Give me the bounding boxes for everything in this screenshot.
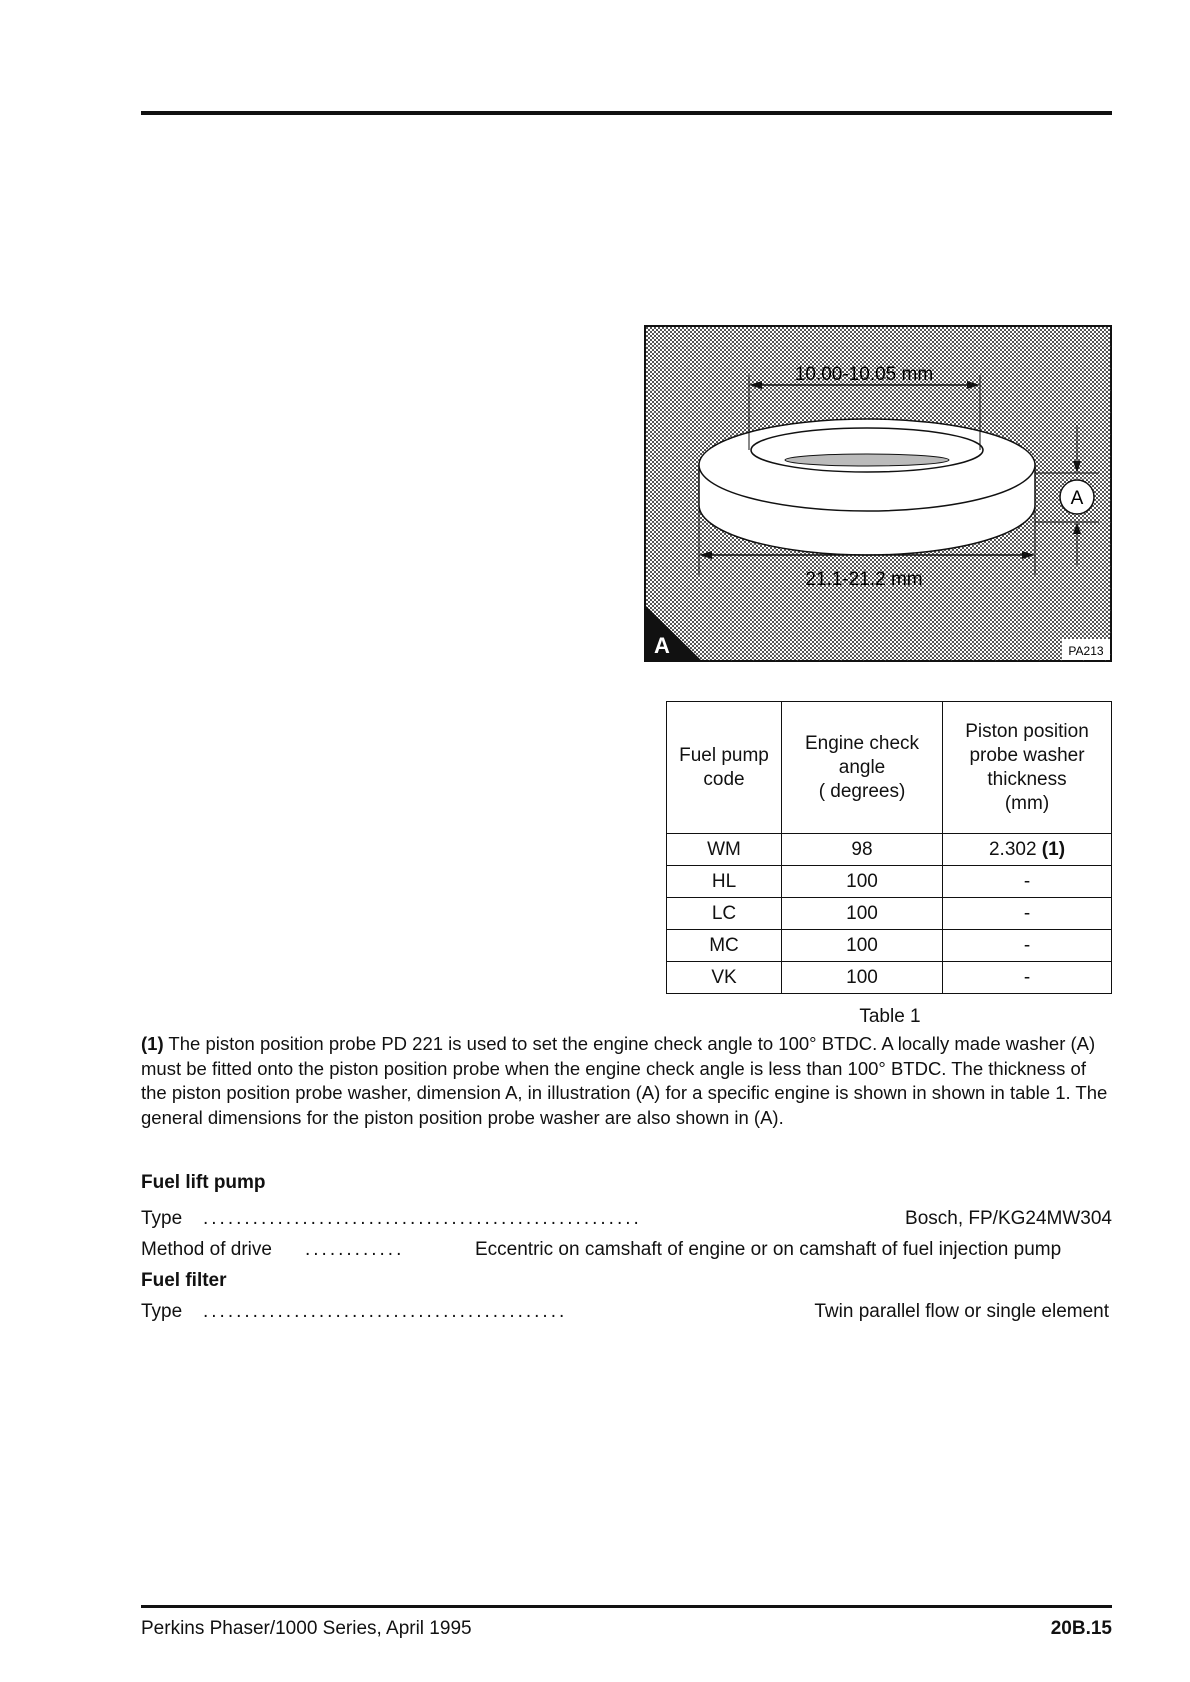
inner-diameter-label: 10.00-10.05 mm <box>794 364 934 385</box>
footnote-paragraph: (1) The piston position probe PD 221 is used to set the engine check angle to 100° BTDC. A locally made washer (A) must be fitted onto the piston position probe when the engine check angle is less than 100° BTDC. The thickness of the piston position probe washer, dimension A, in illustration (A) for a specific engine is shown in shown in table 1. The general dimensions for the piston position probe washer are also shown in (A). <box>141 1033 1108 1128</box>
bottom-rule <box>141 1605 1112 1608</box>
outer-diameter-label: 21.1-21.2 mm <box>805 569 923 590</box>
table-caption: Table 1 <box>859 1006 921 1027</box>
table-header-row <box>667 702 1112 834</box>
table-row: VK 100 - <box>667 962 1112 994</box>
washer-table <box>666 701 1112 994</box>
top-rule <box>141 111 1112 115</box>
lift-pump-type-row: Type ..................................................... Bosch, FP/KG24MW304 <box>141 1208 1112 1229</box>
fuel-lift-pump-heading: Fuel lift pump <box>141 1172 266 1193</box>
header-fuel-pump-code: Fuel pump code <box>667 702 782 834</box>
table-row: HL 100 - <box>667 866 1112 898</box>
fuel-filter-type-row: Type ............................................ Twin parallel flow or single element <box>141 1301 1109 1322</box>
table-row: LC 100 - <box>667 898 1112 930</box>
header-washer-thickness: Piston position probe washer thickness (mm) <box>943 702 1112 834</box>
table-row: MC 100 - <box>667 930 1112 962</box>
table-row: WM 98 2.302 (1) <box>667 834 1112 866</box>
washer-illustration <box>644 325 1112 662</box>
figure-label: A <box>654 633 670 658</box>
header-engine-check-angle: Engine check angle ( degrees) <box>782 702 943 834</box>
figure-code: PA213 <box>1068 644 1104 658</box>
page-number: 20B.15 <box>1050 1618 1112 1639</box>
footer-title: Perkins Phaser/1000 Series, April 1995 <box>141 1618 472 1639</box>
fuel-filter-heading: Fuel filter <box>141 1270 227 1291</box>
lift-pump-drive-row: Method of drive ............ Eccentric on camshaft of engine or on camshaft of fuel injection pump <box>141 1239 1062 1260</box>
thickness-label: A <box>1070 488 1084 509</box>
